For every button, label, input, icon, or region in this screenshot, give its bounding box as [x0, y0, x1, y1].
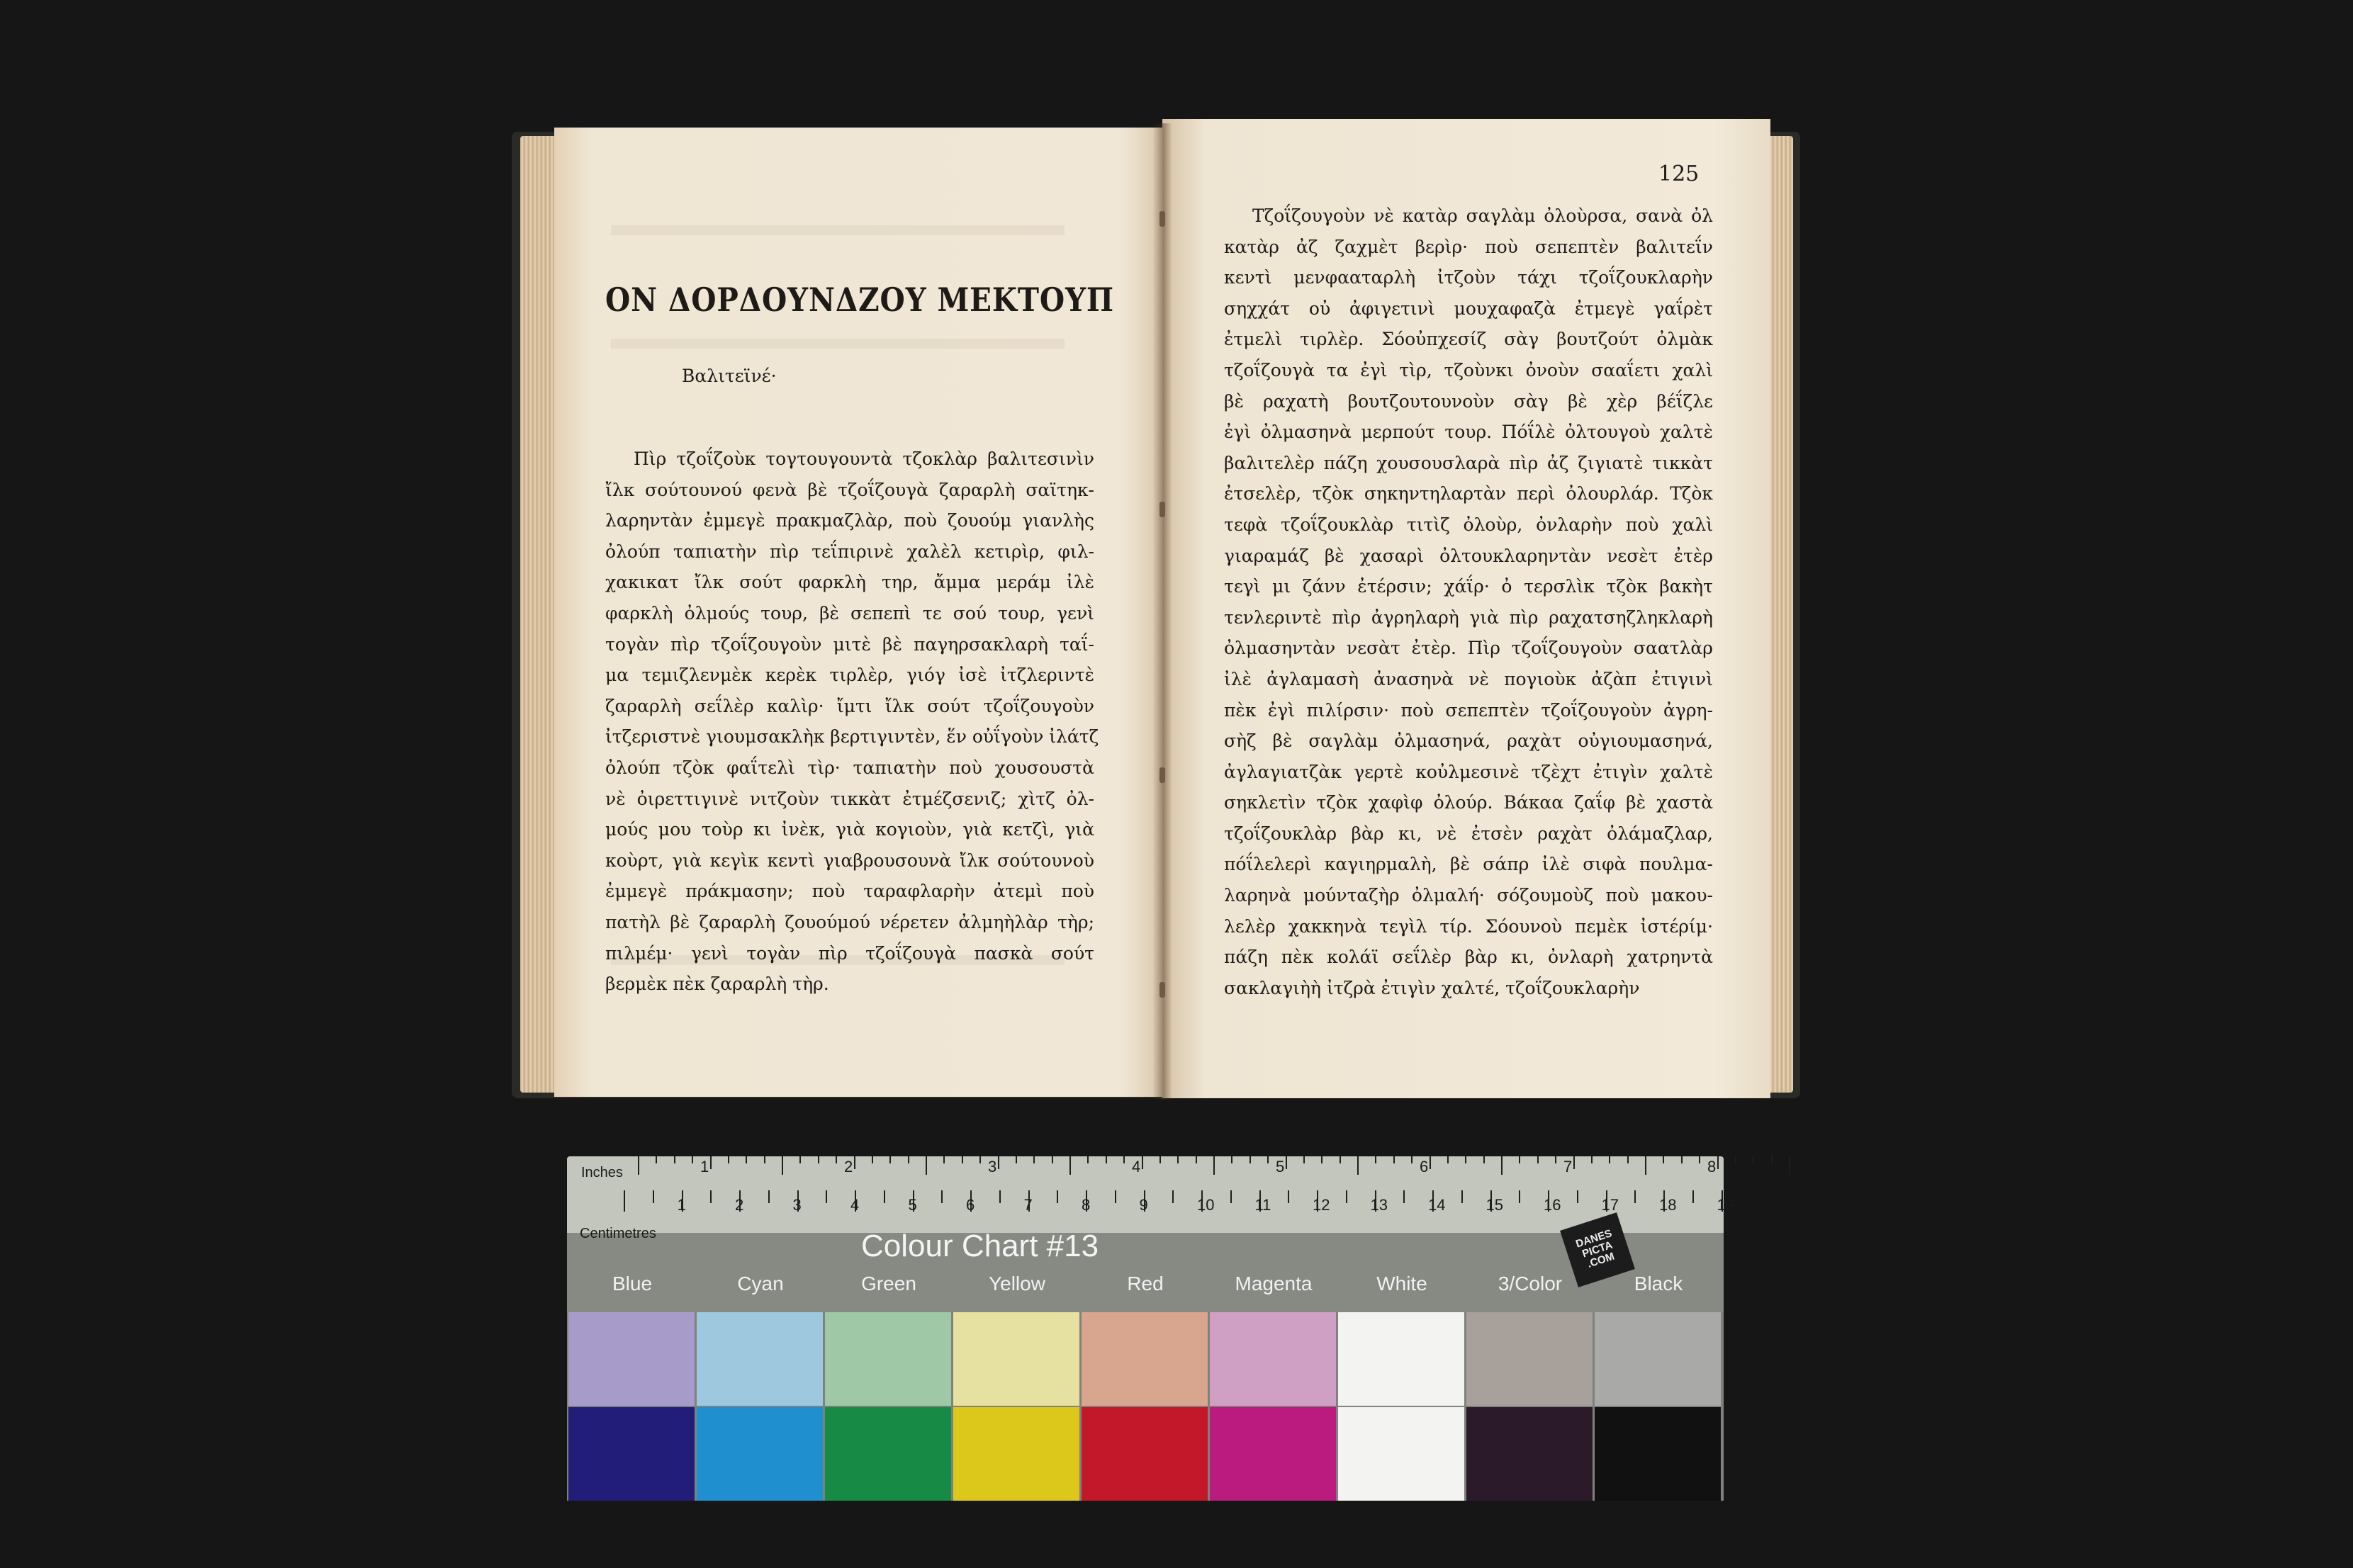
binding-stitch: [1159, 502, 1165, 517]
inch-number: 5: [1276, 1158, 1285, 1175]
inch-tick: [1106, 1156, 1107, 1163]
inch-tick: [872, 1156, 873, 1163]
text-line: πάζη πὲκ κολάϊ σεΐλὲρ βὰρ κι, ὀνλαρὴ χατρηντὰ: [1224, 947, 1713, 968]
inch-tick: [1519, 1156, 1520, 1163]
text-line: βὲ ραχατὴ βουτζουτουνοὺν σὰγ βὲ χὲρ βέΐζλε: [1224, 390, 1713, 412]
inch-tick: [1123, 1156, 1125, 1163]
text-line: χακικατ ἴλκ σούτ φαρκλὴ τηρ, ἄμμα μεράμ ἰλὲ: [605, 572, 1094, 593]
swatch-label: Blue: [612, 1273, 653, 1295]
inch-tick: [782, 1156, 783, 1175]
text-line: λελὲρ χακκηνὰ τεγὶλ τίρ. Σόουνοὺ πεμὲκ ἰστέρίμ·: [1224, 915, 1713, 937]
text-line: κεντὶ μενφααταρλὴ ἰτζοὺν τάχι τζοΐζουκλαρὴν: [1224, 267, 1713, 288]
text-line: ἴλκ σούτουνού φενὰ βὲ τζοΐζουγὰ ζαραρλὴ σαϊτηκ-: [605, 479, 1094, 500]
inch-tick: [1087, 1156, 1089, 1163]
inch-tick: [1771, 1156, 1773, 1163]
swatch-label: White: [1376, 1273, 1427, 1295]
right-page-body: [1224, 201, 1713, 1003]
inch-tick: [1699, 1156, 1700, 1163]
text-line: τεγὶ μι ζάνν ἐτέρσιν; χάΐρ· ὀ τερσλὶκ τζὸκ βακὴτ: [1224, 576, 1713, 597]
inch-tick: [1393, 1156, 1395, 1163]
swatch-light: [1210, 1312, 1336, 1406]
page-number: 125: [1658, 162, 1700, 186]
cm-number: 3: [792, 1196, 802, 1214]
text-line: τενλεριντὲ πὶρ ἀγρηλαρὴ γιὰ πὶρ ραχατσηζληκλαρὴ: [1224, 607, 1713, 628]
inch-tick: [1609, 1156, 1610, 1163]
inch-tick: [926, 1156, 927, 1175]
swatch-dark: [1210, 1407, 1336, 1501]
cm-tick: [768, 1190, 770, 1203]
inch-tick: [854, 1156, 855, 1169]
cm-number: 7: [1023, 1196, 1033, 1214]
text-line: πατὴλ βὲ ζαραρλὴ ζουούμού νέρετεν ἀλμηὴλὰρ τὴρ;: [605, 911, 1094, 932]
inch-tick: [799, 1156, 801, 1163]
text-line: σὴζ βὲ σαγλὰμ ὀλμασηνά, ραχὰτ οὐγιουμασηνά,: [1224, 731, 1713, 752]
inch-tick: [1267, 1156, 1269, 1163]
inch-tick: [1375, 1156, 1376, 1163]
inch-tick: [1465, 1156, 1466, 1163]
show-through-text: [611, 339, 1065, 349]
inch-number: 2: [844, 1158, 853, 1175]
cm-number: 8: [1082, 1196, 1091, 1214]
cm-tick: [624, 1190, 625, 1212]
text-line: ὀλμασηντὰν νεσὰτ ἐτὲρ. Πὶρ τζοΐζουγοὺν σαατλὰρ: [1224, 638, 1713, 659]
swatch-dark: [1595, 1407, 1721, 1501]
inch-tick: [764, 1156, 765, 1163]
swatch-dark: [568, 1407, 695, 1501]
inch-number: 8: [1707, 1158, 1717, 1175]
text-line: πιλμέμ· γενὶ τογὰν πὶρ τζοΐζουγὰ πασκὰ σούτ: [605, 942, 1094, 964]
cm-tick: [884, 1190, 885, 1203]
inch-tick: [1447, 1156, 1449, 1163]
text-line: ἀγλαγιατζὰκ γερτὲ κοὐλμεσινὲ τζὲχτ ἐτιγὶν χαλτὲ: [1224, 761, 1713, 782]
cm-number: 11: [1254, 1196, 1271, 1214]
text-line: ὀλούπ ταπιατὴν πὶρ τεΐπιρινὲ χαλὲλ κετιρὶρ, φιλ-: [605, 541, 1094, 562]
cm-number: 6: [966, 1196, 975, 1214]
cm-tick: [710, 1190, 712, 1203]
cm-number: 1: [677, 1196, 686, 1214]
inch-tick: [979, 1156, 981, 1163]
inch-tick: [1069, 1156, 1071, 1175]
swatch-label: Cyan: [737, 1273, 784, 1295]
inch-tick: [1357, 1156, 1359, 1175]
inch-tick: [1340, 1156, 1341, 1163]
text-line: πὲκ ἐγὶ πιλίρσιν· ποὺ σεπεπτὲν τζοΐζουγοὺν ἀγρη-: [1224, 699, 1713, 721]
binding-stitch: [1159, 211, 1165, 227]
swatch-light: [1466, 1312, 1593, 1406]
inch-tick: [1052, 1156, 1053, 1163]
inch-tick: [1753, 1156, 1754, 1163]
text-line: ἐτσελὲρ, τζὸκ σηκηντηλαρτὰν περὶ ὀλουρλάρ. Τζὸκ: [1224, 483, 1713, 504]
show-through-text: [611, 225, 1065, 235]
text-line: ἰτζεριστνὲ γιουμσακλὴκ βερτιγιντὲν, ἕν οὐΐγοὺν ἰλάτζ: [605, 726, 1099, 748]
cm-number: 4: [850, 1196, 860, 1214]
cm-number: 16: [1544, 1196, 1561, 1214]
swatch-label: Green: [861, 1273, 916, 1295]
inch-tick: [908, 1156, 909, 1163]
text-line: βερμὲκ πὲκ ζαραρλὴ τὴρ.: [605, 974, 829, 995]
inch-tick: [1231, 1156, 1232, 1163]
swatch-dark: [953, 1407, 1079, 1501]
swatch-light: [1338, 1312, 1464, 1406]
cm-number: 19: [1717, 1196, 1734, 1214]
inch-tick: [943, 1156, 945, 1163]
inch-tick: [1537, 1156, 1539, 1163]
inch-tick: [746, 1156, 747, 1163]
inch-number: 1: [700, 1158, 709, 1175]
text-line: ἐγὶ ὀλμασηνὰ μερπούτ τουρ. Πόΐλὲ ὀλτουγοὺ χαλτὲ: [1224, 422, 1713, 443]
inch-tick: [1735, 1156, 1736, 1163]
cm-number: 15: [1486, 1196, 1503, 1214]
cm-number: 14: [1428, 1196, 1446, 1214]
cm-tick: [1519, 1190, 1520, 1203]
inch-tick: [1033, 1156, 1035, 1163]
cm-tick: [999, 1190, 1001, 1203]
inch-tick: [1159, 1156, 1161, 1163]
swatch-label: Yellow: [989, 1273, 1045, 1295]
text-line: σηκλετὶν τζὸκ χαφὶφ ὀλούρ. Βάκαα ζαΐφ βὲ χαστὰ: [1224, 792, 1713, 813]
text-line: γιαραμάζ βὲ χασαρὶ ὀλτουκλαρηντὰν νεσὲτ ἐτὲρ: [1224, 545, 1713, 566]
inch-number: 4: [1132, 1158, 1141, 1175]
cm-tick: [1634, 1190, 1636, 1203]
inch-tick: [728, 1156, 729, 1163]
swatch-light: [697, 1312, 823, 1406]
inch-tick: [1430, 1156, 1431, 1169]
book-gutter: [1152, 123, 1172, 1100]
swatch-dark: [1338, 1407, 1464, 1501]
inch-tick: [1573, 1156, 1575, 1169]
inch-tick: [818, 1156, 819, 1163]
cm-tick: [1403, 1190, 1405, 1203]
inch-tick: [962, 1156, 963, 1163]
swatch-dark: [697, 1407, 823, 1501]
inch-tick: [1286, 1156, 1287, 1169]
inch-tick: [1142, 1156, 1143, 1169]
inch-number: 3: [988, 1158, 997, 1175]
cm-number: 17: [1601, 1196, 1619, 1214]
cm-number: 2: [735, 1196, 744, 1214]
binding-stitch: [1159, 767, 1165, 783]
open-book: [512, 119, 1800, 1100]
inch-tick: [638, 1156, 639, 1175]
inch-tick: [1501, 1156, 1503, 1175]
swatch-label: Magenta: [1235, 1273, 1313, 1295]
text-line: ἰλὲ ἀγλαμασὴ ἀνασηνὰ νὲ πογιοὺκ ἀζὰπ ἐτιγινὶ: [1224, 668, 1713, 689]
centimetres-label: Centimetres: [580, 1226, 656, 1241]
cm-number: 5: [908, 1196, 917, 1214]
inch-tick: [674, 1156, 675, 1163]
inch-tick: [710, 1156, 712, 1169]
cm-tick: [1057, 1190, 1058, 1203]
swatch-light: [953, 1312, 1079, 1406]
text-line: τογὰν πὶρ τζοΐζουγοὺν μιτὲ βὲ παγηρσακλαρὴ ταΐ-: [605, 633, 1094, 655]
text-line: σηχχάτ οὐ ἀφιγετινὶ μουχαφαζὰ ἐτμεγὲ γαΐρὲτ: [1224, 298, 1713, 319]
inch-tick: [1303, 1156, 1305, 1163]
inch-tick: [1016, 1156, 1017, 1163]
cm-number: 10: [1197, 1196, 1215, 1214]
text-line: σακλαγιὴὴ ἰτζρὰ ἐτιγὶν χαλτέ, τζοΐζουκλαρὴν: [1224, 977, 1640, 998]
cm-tick: [826, 1190, 827, 1203]
binding-stitch: [1159, 982, 1165, 998]
inch-tick: [1627, 1156, 1629, 1163]
inch-tick: [1591, 1156, 1593, 1163]
text-line: λαρηνὰ μούνταζὴρ ὀλμαλή· σόζουμοὺζ ποὺ μακου-: [1224, 885, 1713, 906]
text-line: φαρκλὴ ὀλμούς τουρ, βὲ σεπεπὶ τε σού τουρ, γενὶ: [605, 602, 1094, 624]
inch-tick: [889, 1156, 891, 1163]
text-line: τζοΐζουκλὰρ βὰρ κι, νὲ ἐτσὲν ραχὰτ ὀλάμαζλαρ,: [1224, 823, 1713, 844]
inch-tick: [1213, 1156, 1215, 1175]
inch-tick: [1483, 1156, 1485, 1163]
inch-tick: [1249, 1156, 1251, 1163]
cm-tick: [1115, 1190, 1116, 1203]
text-line: τζοΐζουγὰ τα ἐγὶ τὶρ, τζοὺνκι ὀνοὺν σααΐετι χαλὶ: [1224, 359, 1713, 380]
cm-number: 9: [1139, 1196, 1148, 1214]
inch-tick: [1555, 1156, 1556, 1163]
inch-tick: [998, 1156, 999, 1169]
text-line: ἐτμελὶ τιρλὲρ. Σόοὐπχεσίζ σὰγ βουτζούτ ὀλμὰκ: [1224, 329, 1713, 350]
inch-tick: [1177, 1156, 1179, 1163]
swatch-light: [1595, 1312, 1721, 1406]
swatch-light: [1082, 1312, 1208, 1406]
swatch-label: Black: [1634, 1273, 1683, 1295]
inch-number: 7: [1563, 1158, 1573, 1175]
text-line: ἐμμεγὲ πράκμασην; ποὺ ταραφλαρὴν ἀτεμὶ ποὺ: [605, 881, 1094, 902]
danes-picta-logo: DANES PICTA .COM: [1560, 1212, 1635, 1287]
inch-tick: [836, 1156, 837, 1163]
swatch-light: [825, 1312, 951, 1406]
swatch-label: Red: [1127, 1273, 1164, 1295]
cm-tick: [1577, 1190, 1578, 1203]
inches-label: Inches: [581, 1165, 623, 1180]
inch-tick: [1196, 1156, 1197, 1163]
left-page-body: [605, 444, 1099, 1000]
inch-tick: [1663, 1156, 1664, 1163]
text-line: πόΐλελερὶ καγιηρμαλὴ, βὲ σάπρ ἰλὲ σιφὰ πουλμα-: [1224, 854, 1713, 875]
inch-tick: [1681, 1156, 1683, 1163]
cm-tick: [941, 1190, 943, 1203]
cm-tick: [1461, 1190, 1463, 1203]
swatch-light: [568, 1312, 695, 1406]
inch-tick: [656, 1156, 657, 1163]
cm-number: 18: [1659, 1196, 1677, 1214]
swatch-label: 3/Color: [1498, 1273, 1563, 1295]
text-line: ὀλούπ τζὸκ φαΐτελὶ τὶρ· ταπιατὴν ποὺ χουσουστὰ: [605, 757, 1094, 778]
text-line: μούς μου τοὺρ κι ἰνὲκ, γιὰ κογιοὺν, γιὰ κετζὶ, γιὰ: [605, 819, 1094, 840]
text-line: βαλιτελὲρ πάζη χουσουσλαρὰ πὶρ ἀζ ζιγιατὲ τικκὰτ: [1224, 452, 1713, 473]
text-line: Πὶρ τζοΐζοὺκ τογτουγουντὰ τζοκλὰρ βαλιτεσινὶν: [634, 449, 1094, 469]
inch-tick: [1789, 1156, 1790, 1175]
left-page-edges: [520, 136, 557, 1093]
inch-tick: [1717, 1156, 1719, 1169]
cm-tick: [1172, 1190, 1174, 1203]
cm-tick: [1346, 1190, 1347, 1203]
swatch-dark: [825, 1407, 951, 1501]
inch-tick: [692, 1156, 693, 1163]
cm-number: 12: [1313, 1196, 1330, 1214]
cm-tick: [1692, 1190, 1694, 1203]
cm-tick: [653, 1190, 654, 1203]
text-line: μα τεμιζλενμὲκ κερὲκ τιρλὲρ, γιόγ ἰσὲ ἰτζλεριντὲ: [605, 665, 1094, 686]
cm-tick: [1230, 1190, 1232, 1203]
text-line: Τζοΐζουγοὺν νὲ κατὰρ σαγλὰμ ὀλοὺρσα, σανὰ ὀλ: [1252, 205, 1713, 226]
salutation: Βαλιτεϊνέ·: [682, 366, 777, 386]
text-line: κατὰρ ἀζ ζαχμὲτ βερὶρ· ποὺ σεπεπτὲν βαλιτεΐν: [1224, 236, 1713, 257]
cm-number: 13: [1370, 1196, 1388, 1214]
cm-tick: [1288, 1190, 1289, 1203]
text-line: τεφὰ τζοΐζουκλὰρ τιτὶζ ὀλοὺρ, ὀνλαρὴν ποὺ χαλὶ: [1224, 514, 1713, 535]
swatch-dark: [1082, 1407, 1208, 1501]
inch-tick: [1321, 1156, 1322, 1163]
chart-title: Colour Chart #13: [861, 1229, 1099, 1263]
inch-tick: [1645, 1156, 1646, 1175]
swatch-dark: [1466, 1407, 1593, 1501]
chapter-title: ΟΝ ΔΟΡΔΟΥΝΔΖΟΥ ΜΕΚΤΟΥΠ: [605, 281, 1114, 319]
text-line: ζαραρλὴ σεΐλὲρ καλὶρ· ἴμτι ἴλκ σούτ τζοΐζουγοὺν: [605, 695, 1094, 716]
inch-tick: [1411, 1156, 1413, 1163]
text-line: νὲ ὀιρεττιγινὲ νιτζοὺν τικκὰτ ἐτμέζσενιζ; χὶτζ ὀλ-: [605, 788, 1094, 809]
text-line: λαρηντὰν ἐμμεγὲ πρακμαζλὰρ, ποὺ ζουούμ γιανλὴς: [605, 510, 1094, 531]
colour-chart: [567, 1156, 1734, 1501]
inch-number: 6: [1420, 1158, 1429, 1175]
text-line: κοὺρτ, γιὰ κεγὶκ κεντὶ γιαβρουσουνὰ ἴλκ σούτουνοὺ: [605, 850, 1094, 871]
